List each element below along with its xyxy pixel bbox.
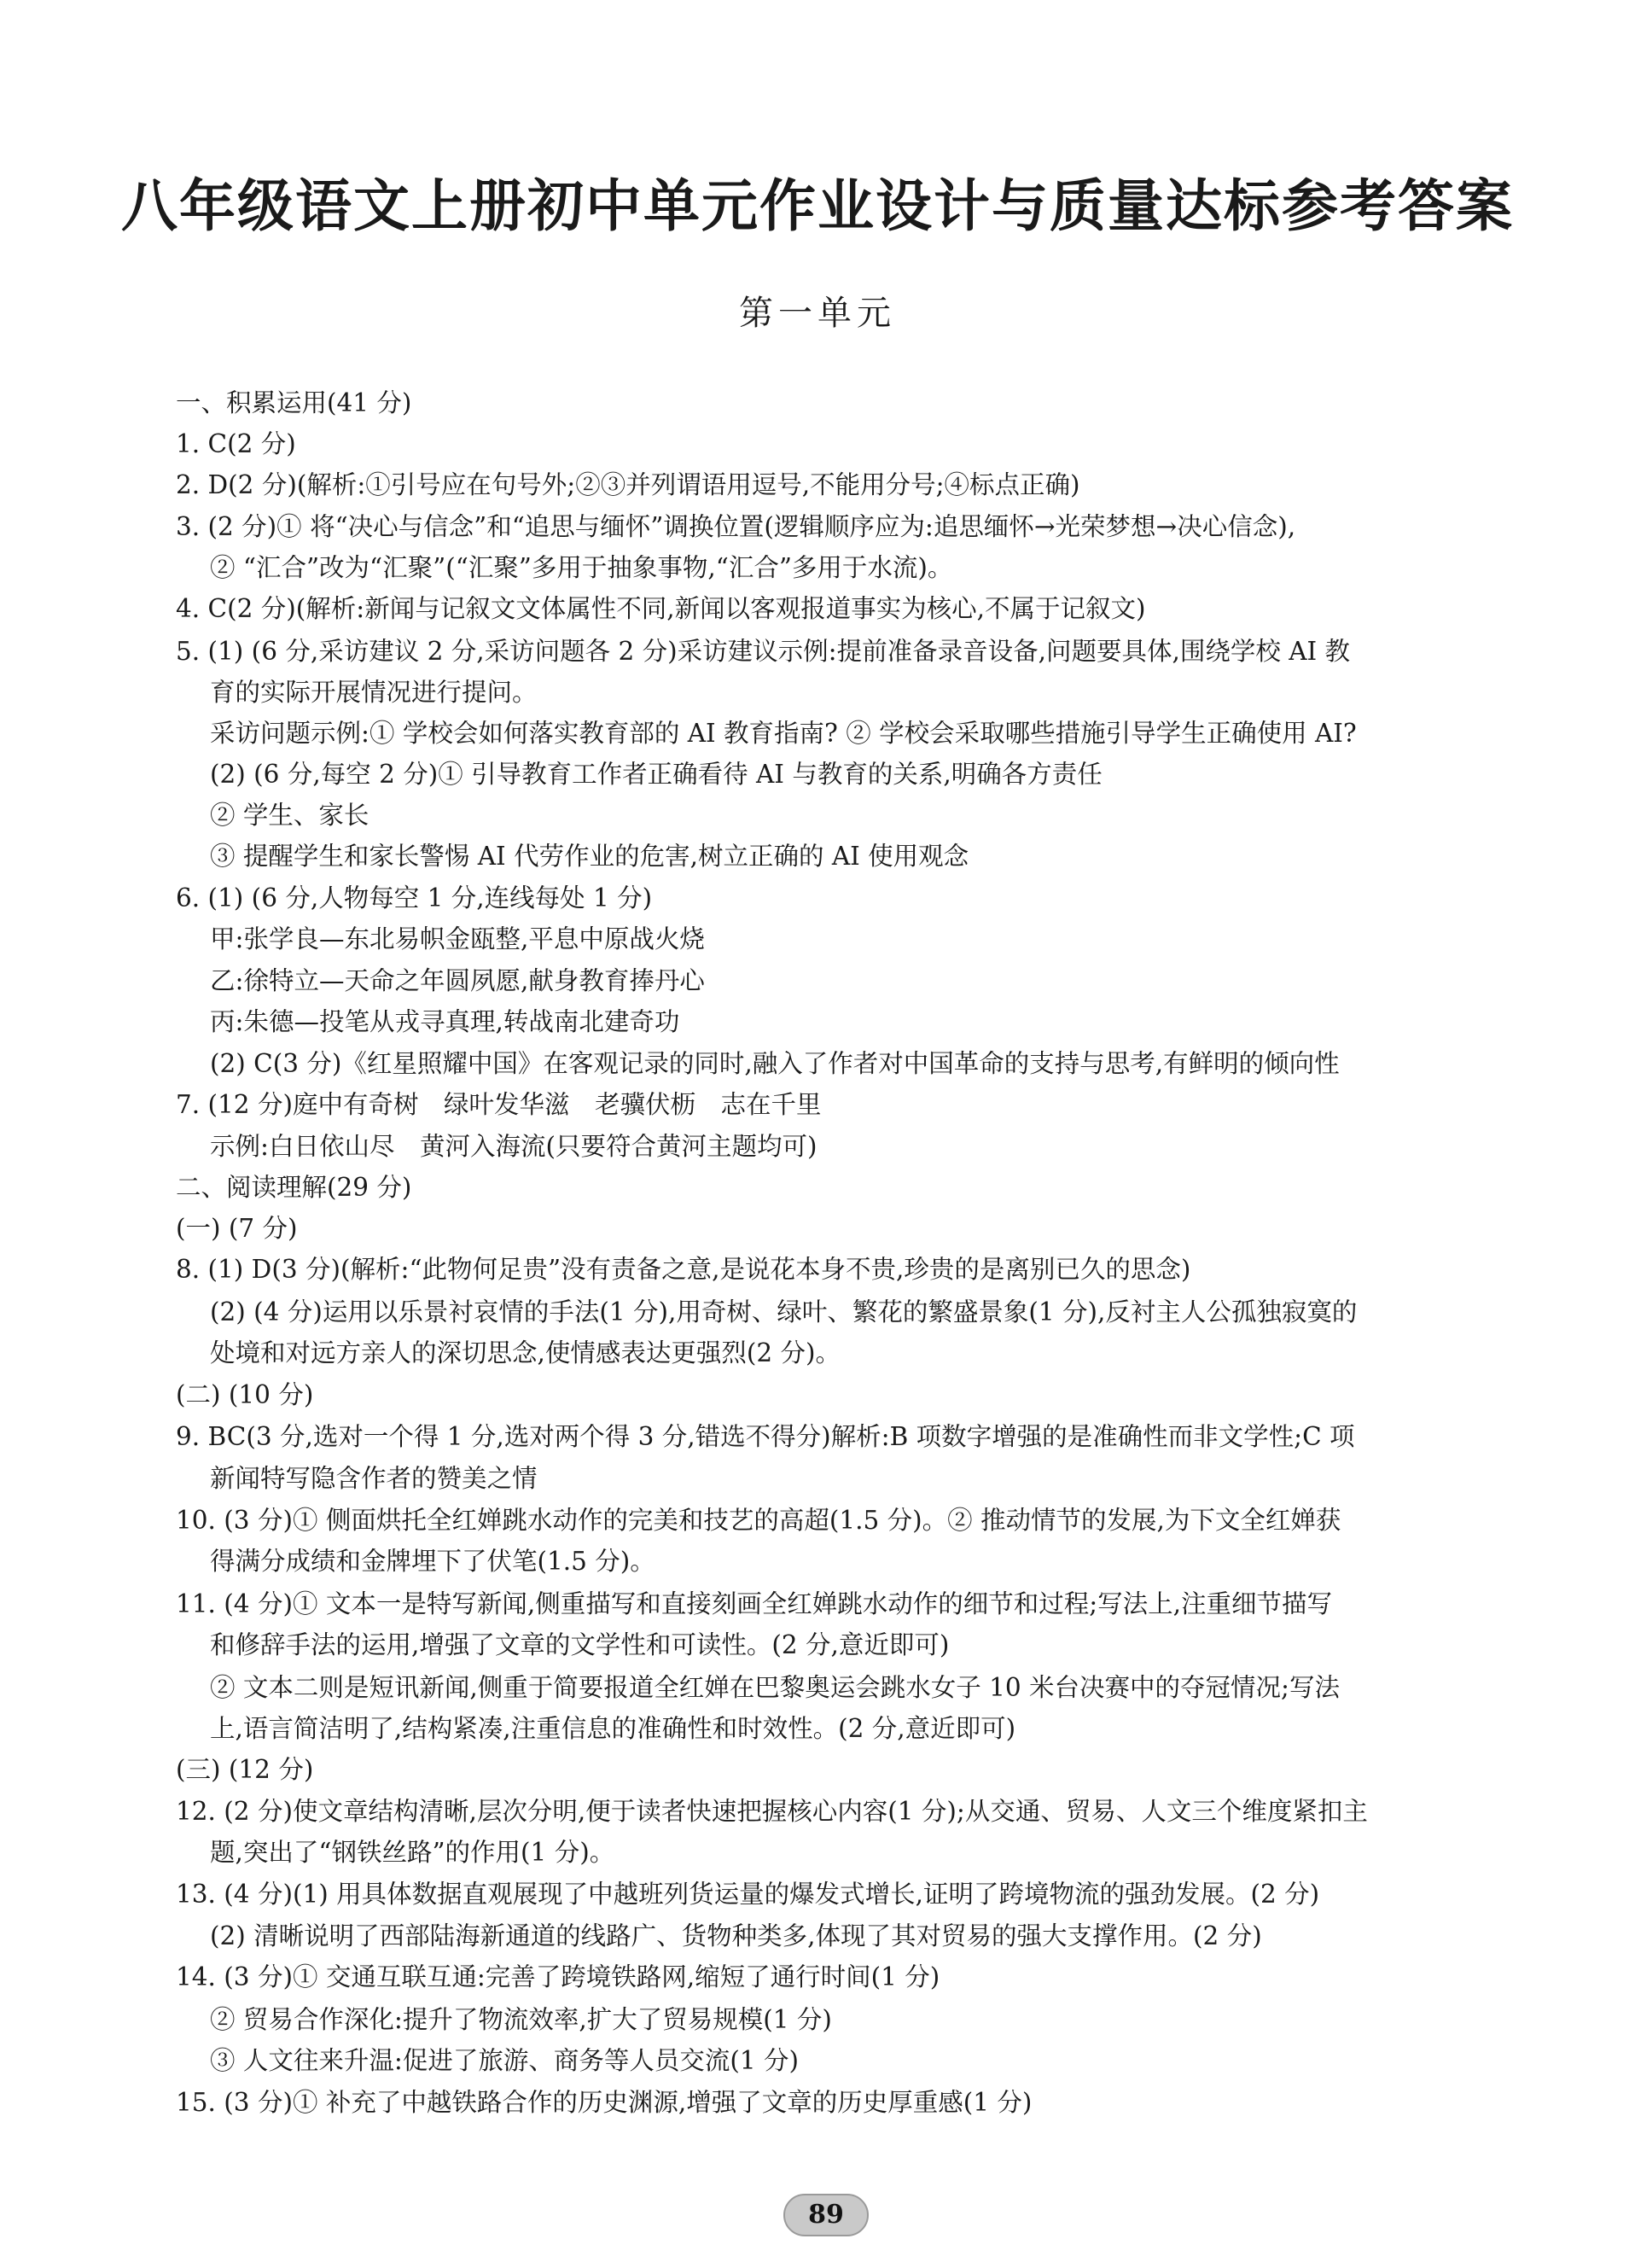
answer-line: 6. (1) (6 分,人物每空 1 分,连线每处 1 分): [176, 883, 653, 912]
answer-line: 采访问题示例:① 学校会如何落实教育部的 AI 教育指南? ② 学校会采取哪些措施引导学生正确使用 AI?: [210, 719, 1357, 748]
answer-line: 甲:张学良—东北易帜金瓯整,平息中原战火烧: [210, 924, 705, 953]
answer-line: 7. (12 分)庭中有奇树 绿叶发华滋 老骥伏枥 志在千里: [176, 1090, 822, 1119]
answer-line: 2. D(2 分)(解析:①引号应在句号外;②③并列谓语用逗号,不能用分号;④标点正确): [176, 470, 1080, 499]
answer-line: ② 文本二则是短讯新闻,侧重于简要报道全红婵在巴黎奥运会跳水女子 10 米台决赛中的夺冠情况;写法: [210, 1673, 1340, 1702]
answer-line: ② “汇合”改为“汇聚”(“汇聚”多用于抽象事物,“汇合”多用于水流)。: [210, 553, 953, 582]
answer-line: 示例:白日依山尽 黄河入海流(只要符合黄河主题均可): [210, 1132, 818, 1161]
answer-line: (2) C(3 分)《红星照耀中国》在客观记录的同时,融入了作者对中国革命的支持与思考,有鲜明的倾向性: [210, 1049, 1340, 1078]
answer-line: 和修辞手法的运用,增强了文章的文学性和可读性。(2 分,意近即可): [210, 1630, 950, 1659]
answer-line: 14. (3 分)① 交通互联互通:完善了跨境铁路网,缩短了通行时间(1 分): [176, 1962, 940, 1991]
answer-line: ② 贸易合作深化:提升了物流效率,扩大了贸易规模(1 分): [210, 2005, 832, 2034]
answer-line: 得满分成绩和金牌埋下了伏笔(1.5 分)。: [210, 1547, 655, 1576]
answer-line: (三) (12 分): [176, 1755, 314, 1784]
answer-line: (2) (6 分,每空 2 分)① 引导教育工作者正确看待 AI 与教育的关系,明确各方责任: [210, 760, 1103, 789]
answer-line: (2) (4 分)运用以乐景衬哀情的手法(1 分),用奇树、绿叶、繁花的繁盛景象(1 分),反衬主人公孤独寂寞的: [210, 1297, 1358, 1326]
answer-line: 5. (1) (6 分,采访建议 2 分,采访问题各 2 分)采访建议示例:提前准备录音设备,问题要具体,围绕学校 AI 教: [176, 637, 1351, 666]
answer-line: 8. (1) D(3 分)(解析:“此物何足贵”没有责备之意,是说花本身不贵,珍贵的是离别已久的思念): [176, 1255, 1191, 1284]
page-number-badge: 89: [783, 2194, 869, 2236]
answer-line: 11. (4 分)① 文本一是特写新闻,侧重描写和直接刻画全红婵跳水动作的细节和过程;写法上,注重细节描写: [176, 1589, 1333, 1618]
answer-line: 10. (3 分)① 侧面烘托全红婵跳水动作的完美和技艺的高超(1.5 分)。② 推动情节的发展,为下文全红婵获: [176, 1506, 1341, 1535]
page-title: 八年级语文上册初中单元作业设计与质量达标参考答案: [121, 173, 1514, 239]
answer-line: (二) (10 分): [176, 1380, 314, 1409]
unit-heading: 第一单元: [739, 294, 896, 333]
answer-line: 15. (3 分)① 补充了中越铁路合作的历史渊源,增强了文章的历史厚重感(1 分): [176, 2088, 1033, 2117]
answer-line: 处境和对远方亲人的深切思念,使情感表达更强烈(2 分)。: [210, 1338, 841, 1367]
answer-line: 二、阅读理解(29 分): [176, 1173, 412, 1202]
answer-line: ② 学生、家长: [210, 801, 369, 830]
answer-line: 题,突出了“钢铁丝路”的作用(1 分)。: [210, 1838, 615, 1867]
answer-line: 9. BC(3 分,选对一个得 1 分,选对两个得 3 分,错选不得分)解析:B 项数字增强的是准确性而非文学性;C 项: [176, 1422, 1355, 1451]
answer-line: 1. C(2 分): [176, 429, 296, 458]
answer-line: ③ 提醒学生和家长警惕 AI 代劳作业的危害,树立正确的 AI 使用观念: [210, 842, 969, 871]
answer-line: (一) (7 分): [176, 1214, 298, 1243]
answer-line: (2) 清晰说明了西部陆海新通道的线路广、货物种类多,体现了其对贸易的强大支撑作用。(2 分): [210, 1921, 1262, 1950]
answer-line: 丙:朱德—投笔从戎寻真理,转战南北建奇功: [210, 1007, 680, 1036]
answer-line: 一、积累运用(41 分): [176, 388, 412, 417]
answer-line: 育的实际开展情况进行提问。: [210, 678, 538, 707]
answer-line: ③ 人文往来升温:促进了旅游、商务等人员交流(1 分): [210, 2046, 799, 2075]
answer-line: 乙:徐特立—天命之年圆夙愿,献身教育捧丹心: [210, 966, 705, 995]
answer-line: 3. (2 分)① 将“决心与信念”和“追思与缅怀”调换位置(逻辑顺序应为:追思缅怀→光荣梦想→决心信念),: [176, 512, 1296, 541]
answer-line: 新闻特写隐含作者的赞美之情: [210, 1464, 538, 1493]
answer-line: 上,语言简洁明了,结构紧凑,注重信息的准确性和时效性。(2 分,意近即可): [210, 1714, 1016, 1743]
answer-line: 13. (4 分)(1) 用具体数据直观展现了中越班列货运量的爆发式增长,证明了跨境物流的强劲发展。(2 分): [176, 1880, 1320, 1909]
answer-line: 4. C(2 分)(解析:新闻与记叙文文体属性不同,新闻以客观报道事实为核心,不属于记叙文): [176, 594, 1146, 623]
answer-line: 12. (2 分)使文章结构清晰,层次分明,便于读者快速把握核心内容(1 分);从交通、贸易、人文三个维度紧扣主: [176, 1797, 1368, 1826]
